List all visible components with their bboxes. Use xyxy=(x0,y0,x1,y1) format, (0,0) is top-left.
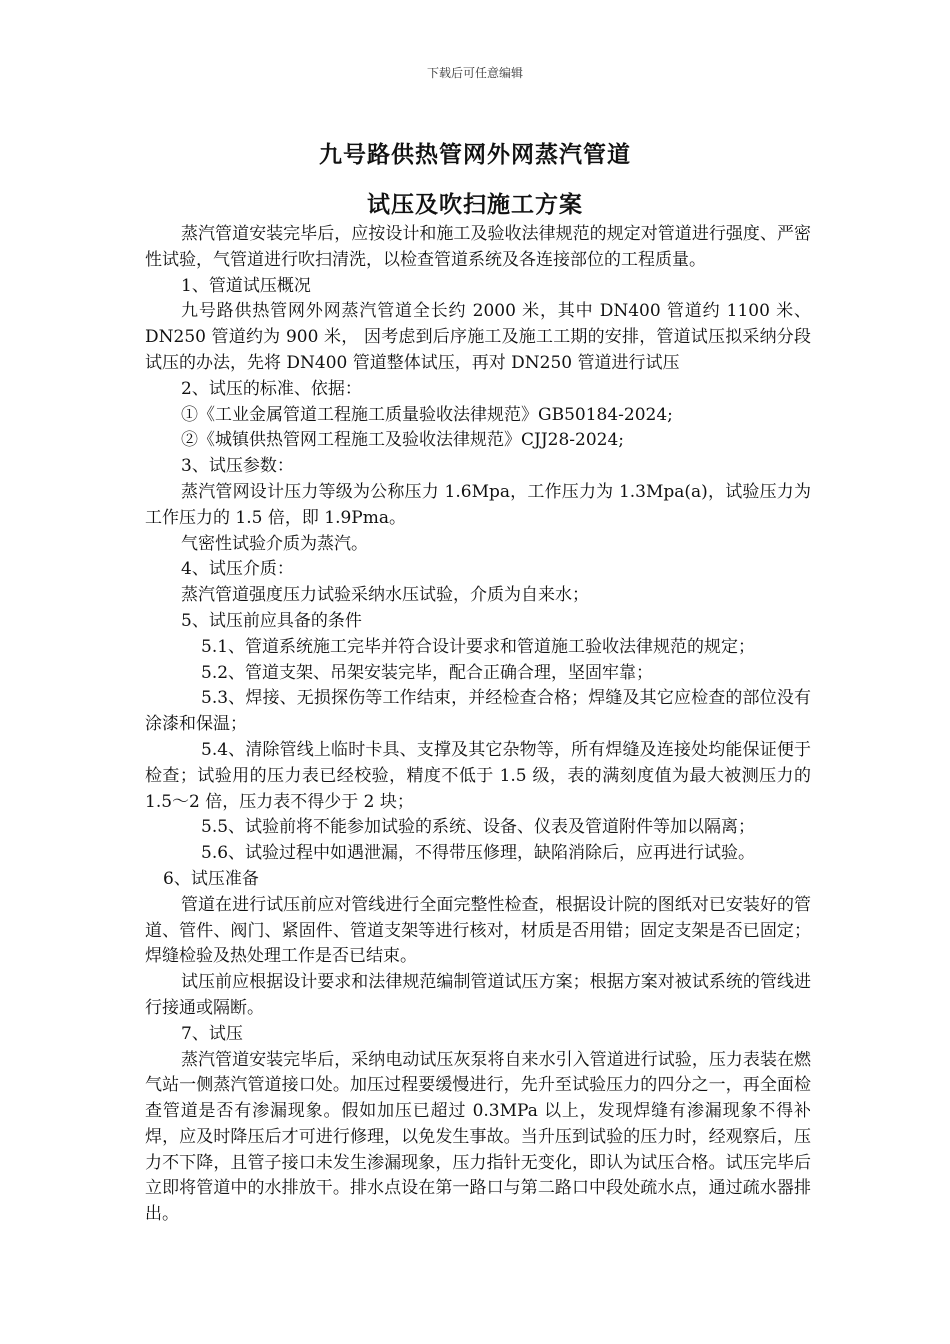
section-heading-4: 4、试压介质： xyxy=(181,559,294,580)
paragraph-parameters: 蒸汽管网设计压力等级为公称压力 1.6Mpa，工作压力为 1.3Mpa(a)，试验压力为工作压力的 1.5 倍，即 1.9Pma。 xyxy=(145,481,811,528)
document-title: 九号路供热管网外网蒸汽管道 xyxy=(319,142,631,168)
paragraph-preparation-1: 管道在进行试压前应对管线进行全面完整性检查，根据设计院的图纸对已安装好的管道、管件、阀门、紧固件、管道支架等进行核对，材质是否用错；固定支架是否已固定；焊缝检验及热处理工作是否已结束。 xyxy=(145,894,811,967)
section-heading-7: 7、试压 xyxy=(181,1023,243,1044)
section-heading-5: 5、试压前应具备的条件 xyxy=(181,610,362,631)
condition-item-5-4: 5.4、清除管线上临时卡具、支撑及其它杂物等，所有焊缝及连接处均能保证便于检查；试验用的压力表已经校验，精度不低于 1.5 级，表的满刻度值为最大被测压力的 1.5～2 倍，压力表不得少于 2 块； xyxy=(145,739,811,812)
page-header-note: 下载后可任意编辑 xyxy=(426,66,523,80)
document-subtitle: 试压及吹扫施工方案 xyxy=(367,192,583,218)
condition-item-5-5: 5.5、试验前将不能参加试验的系统、设备、仪表及管道附件等加以隔离； xyxy=(201,817,756,838)
paragraph-test-medium: 蒸汽管道强度压力试验采纳水压试验，介质为自来水； xyxy=(181,585,589,606)
condition-item-5-2: 5.2、管道支架、吊架安装完毕，配合正确合理，坚固牢靠； xyxy=(201,662,654,683)
section-heading-6: 6、试压准备 xyxy=(163,868,259,889)
paragraph-pressure-test: 蒸汽管道安装完毕后，采纳电动试压灰泵将自来水引入管道进行试验，压力表装在燃气站一侧蒸汽管道接口处。加压过程要缓慢进行，先升至试验压力的四分之一，再全面检查管道是否有渗漏现象。假如加压已超过 0.3MPa 以上，发现焊缝有渗漏现象不得补焊，应及时降压后才可进行修理，以免发生事故。当升压到试验的压力时，经观察后，压力不下降，且管子接口未发生渗漏现象，压力指针无变化，即认为试压合格。试压完毕后立即将管道中的水排放干。排水点设在第一路口与第二路口中段处疏水点，通过疏水器排出。 xyxy=(145,1049,811,1225)
condition-item-5-6: 5.6、试验过程中如遇泄漏，不得带压修理，缺陷消除后，应再进行试验。 xyxy=(201,843,756,864)
paragraph-intro: 蒸汽管道安装完毕后，应按设计和施工及验收法律规范的规定对管道进行强度、严密性试验，气管道进行吹扫清洗，以检查管道系统及各连接部位的工程质量。 xyxy=(145,224,811,270)
paragraph-preparation-2: 试压前应根据设计要求和法律规范编制管道试压方案；根据方案对被试系统的管线进行接通或隔断。 xyxy=(145,972,811,1018)
condition-item-5-1: 5.1、管道系统施工完毕并符合设计要求和管道施工验收法律规范的规定； xyxy=(201,636,756,657)
section-heading-1: 1、管道试压概况 xyxy=(181,275,311,296)
condition-item-5-3: 5.3、焊接、无损探伤等工作结束，并经检查合格；焊缝及其它应检查的部位没有涂漆和保温； xyxy=(145,688,811,735)
paragraph-overview: 九号路供热管网外网蒸汽管道全长约 2000 米，其中 DN400 管道约 1100 米、DN250 管道约为 900 米， 因考虑到后序施工及施工工期的安排，管道试压拟采纳分段试压的办法，先将 DN400 管道整体试压，再对 DN250 管道进行试压 xyxy=(145,301,811,373)
document-body xyxy=(145,222,811,1228)
section-heading-3: 3、试压参数： xyxy=(181,456,294,477)
section-heading-2: 2、试压的标准、依据： xyxy=(181,378,362,399)
standard-item-1: ①《工业金属管道工程施工质量验收法律规范》GB50184-2024; xyxy=(181,404,673,425)
standard-item-2: ②《城镇供热管网工程施工及验收法律规范》CJJ28-2024; xyxy=(181,430,625,451)
paragraph-medium-note: 气密性试验介质为蒸汽。 xyxy=(181,533,368,554)
